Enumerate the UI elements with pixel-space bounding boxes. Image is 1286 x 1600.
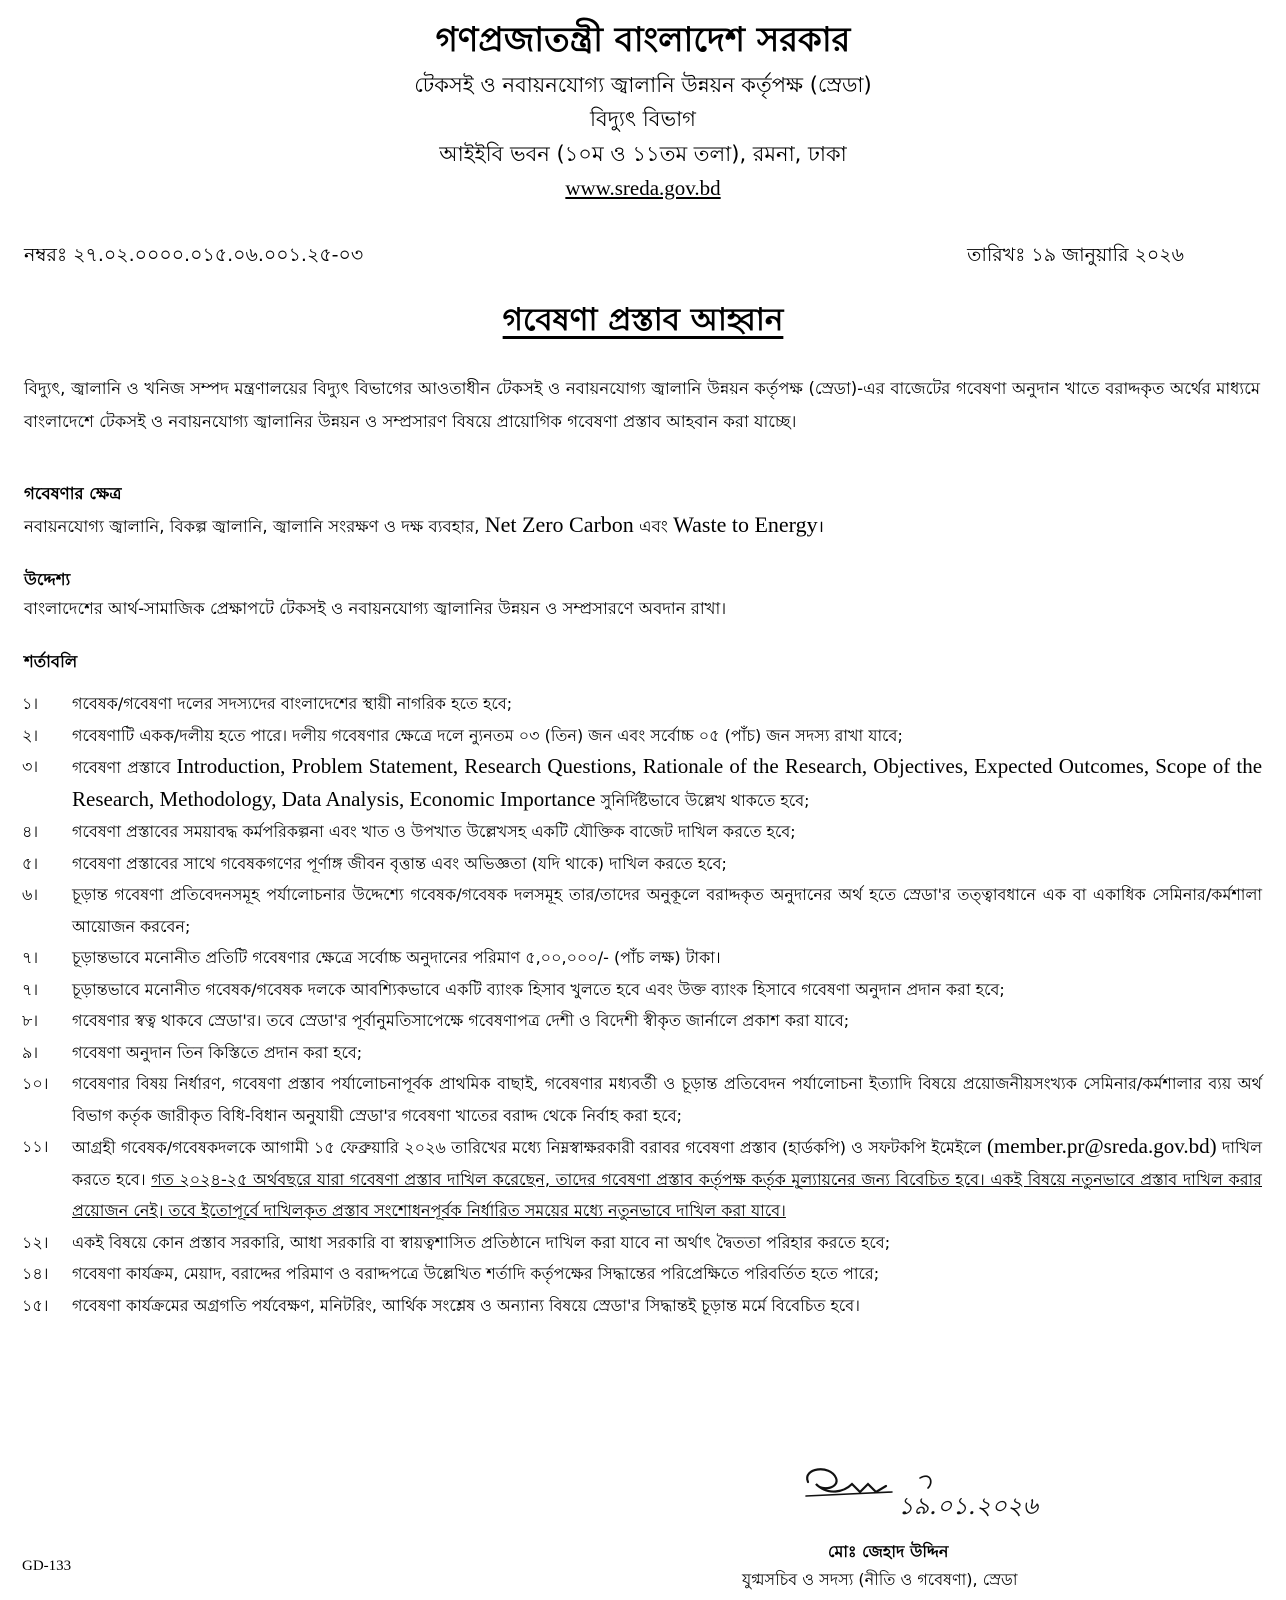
term-item: ২। গবেষণাটি একক/দলীয় হতে পারে। দলীয় গবেষণার ক্ষেত্রে দলে ন্যুনতম ০৩ (তিন) জন এবং সর্বোচ্চ ০৫ (পাঁচ) জন সদস্য রাখা যাবে; <box>22 725 903 745</box>
handwritten-signature <box>800 1462 1100 1532</box>
signature-date: ১৯.০১.২০২৬ <box>898 1492 1039 1520</box>
office-address: আইইবি ভবন (১০ম ও ১১তম তলা), রমনা, ঢাকা <box>439 142 847 166</box>
terms-list <box>22 688 1262 1321</box>
objective-heading: উদ্দেশ্য <box>24 570 71 589</box>
term-item: ১১। আগ্রহী গবেষক/গবেষকদলকে আগামী ১৫ ফেব্রুয়ারি ২০২৬ তারিখের মধ্যে নিম্নস্বাক্ষরকারী বরাবর গবেষণা প্রস্তাব (হার্ডকপি) ও সফটকপি ইমেইলে (member.pr@sreda.gov.bd) দাখিল করতে হবে। গত ২০২৪-২৫ অর্থবছরে যারা গবেষণা প্রস্তাব দাখিল করেছেন, তাদের গবেষণা প্রস্তাব কর্তৃপক্ষ কর্তৃক মূল্যায়নের জন্য বিবেচিত হবে। একই বিষয়ে নতুনভাবে প্রস্তাব দাখিল করার প্রয়োজন নেই। তবে ইতোপূর্বে দাখিলকৃত প্রস্তাব সংশোধনপূর্বক নির্ধারিত সময়ের মধ্যে নতুনভাবে দাখিল করা যাবে। <box>22 1134 1262 1220</box>
issue-date: তারিখঃ ১৯ জানুয়ারি ২০২৬ <box>967 244 1184 266</box>
research-area-text: নবায়নযোগ্য জ্বালানি, বিকল্প জ্বালানি, জ্বালানি সংরক্ষণ ও দক্ষ ব্যবহার, Net Zero Carbon এবং Waste to Energy। <box>24 512 824 537</box>
objective-text: বাংলাদেশের আর্থ-সামাজিক প্রেক্ষাপটে টেকসই ও নবায়নযোগ্য জ্বালানির উন্নয়ন ও সম্প্রসারণে অবদান রাখা। <box>24 599 727 618</box>
memo-number: নম্বরঃ ২৭.০২.০০০০.০১৫.০৬.০০১.২৫-০৩ <box>24 244 364 266</box>
signatory-name: মোঃ জেহাদ উদ্দিন <box>828 1542 949 1561</box>
submission-email[interactable]: (member.pr@sreda.gov.bd) <box>986 1134 1217 1158</box>
term-item: ৫। গবেষণা প্রস্তাবের সাথে গবেষকগণের পূর্ণাঙ্গ জীবন বৃত্তান্ত এবং অভিজ্ঞতা (যদি থাকে) দাখিল করতে হবে; <box>22 853 727 873</box>
division-name: বিদ্যুৎ বিভাগ <box>590 107 696 131</box>
reference-row <box>24 240 1184 270</box>
term-item: ৮। গবেষণার স্বত্ব থাকবে স্রেডা'র। তবে স্রেডা'র পূর্বানুমতিসাপেক্ষে গবেষণাপত্র দেশী ও বিদেশী স্বীকৃত জার্নালে প্রকাশ করা যাবে; <box>22 1011 850 1030</box>
research-area-heading: গবেষণার ক্ষেত্র <box>24 484 122 503</box>
intro-paragraph: বিদ্যুৎ, জ্বালানি ও খনিজ সম্পদ মন্ত্রণালয়ের বিদ্যুৎ বিভাগের আওতাধীন টেকসই ও নবায়নযোগ্য জ্বালানি উন্নয়ন কর্তৃপক্ষ (স্রেডা)-এর বাজেটের গবেষণা অনুদান খাতে বরাদ্দকৃত অর্থের মাধ্যমে বাংলাদেশে টেকসই ও নবায়নযোগ্য জ্বালানির উন্নয়ন ও সম্প্রসারণ বিষয়ে প্রায়োগিক গবেষণা প্রস্তাব আহবান করা যাচ্ছে। <box>24 379 1260 431</box>
notice-title: গবেষণা প্রস্তাব আহ্বান <box>502 302 784 338</box>
terms-heading: শর্তাবলি <box>24 652 78 671</box>
term-item: ৭। চূড়ান্তভাবে মনোনীত গবেষক/গবেষক দলকে আবশ্যিকভাবে একটি ব্যাংক হিসাব খুলতে হবে এবং উক্ত ব্যাংক হিসাবে গবেষণা অনুদান প্রদান করা হবে; <box>22 979 1005 999</box>
term-item: ৯। গবেষণা অনুদান তিন কিস্তিতে প্রদান করা হবে; <box>22 1042 363 1062</box>
term-item: ১২। একই বিষয়ে কোন প্রস্তাব সরকারি, আধা সরকারি বা স্বায়ত্বশাসিত প্রতিষ্ঠানে দাখিল করা যাবে না অর্থাৎ দ্বৈততা পরিহার করতে হবে; <box>22 1232 891 1252</box>
term-item: ১৪। গবেষণা কার্যক্রম, মেয়াদ, বরাদ্দের পরিমাণ ও বরাদ্দপত্রে উল্লেখিত শর্তাদি কর্তৃপক্ষের সিদ্ধান্তের পরিপ্রেক্ষিতে পরিবর্তিত হতে পারে; <box>22 1264 880 1283</box>
term-item: ৪। গবেষণা প্রস্তাবের সময়াবদ্ধ কর্মপরিকল্পনা এবং খাত ও উপখাত উল্লেখসহ একটি যৌক্তিক বাজেট দাখিল করতে হবে; <box>22 822 796 841</box>
government-title: গণপ্রজাতন্ত্রী বাংলাদেশ সরকার <box>435 20 851 60</box>
signatory-designation: যুগ্মসচিব ও সদস্য (নীতি ও গবেষণা), স্রেডা <box>742 1570 1018 1589</box>
website-link[interactable]: www.sreda.gov.bd <box>565 176 721 200</box>
agency-name: টেকসই ও নবায়নযোগ্য জ্বালানি উন্নয়ন কর্তৃপক্ষ (স্রেডা) <box>414 73 872 97</box>
term-item: ৩। গবেষণা প্রস্তাবে Introduction, Problem Statement, Research Questions, Rationale of the Research, Objectives, Expected Outcomes, Scope of the Research, Methodology, Data Analysis, Economic Importance সুনির্দিষ্টভাবে উল্লেখ থাকতে হবে; <box>22 754 1263 811</box>
term-item: ১০। গবেষণার বিষয় নির্ধারণ, গবেষণা প্রস্তাব পর্যালোচনাপূর্বক প্রাথমিক বাছাই, গবেষণার মধ্যবর্তী ও চূড়ান্ত প্রতিবেদন পর্যালোচনা ইত্যাদি বিষয়ে প্রয়োজনীয়সংখ্যক সেমিনার/কর্মশালার ব্যয় অর্থ বিভাগ কর্তৃক জারীকৃত বিধি-বিধান অনুযায়ী স্রেডা'র গবেষণা খাতের বরাদ্দ থেকে নির্বাহ করা হবে; <box>22 1074 1262 1125</box>
term-item: ১। গবেষক/গবেষণা দলের সদস্যদের বাংলাদেশের স্থায়ী নাগরিক হতে হবে; <box>22 694 513 713</box>
term-item: ৭। চূড়ান্তভাবে মনোনীত প্রতিটি গবেষণার ক্ষেত্রে সর্বোচ্চ অনুদানের পরিমাণ ৫,০০,০০০/- (পাঁচ লক্ষ) টাকা। <box>22 948 721 967</box>
letterhead <box>0 14 1286 204</box>
footer-code: GD-133 <box>22 1558 72 1574</box>
term-item: ৬। চূড়ান্ত গবেষণা প্রতিবেদনসমূহ পর্যালোচনার উদ্দেশ্যে গবেষক/গবেষক দলসমূহ তার/তাদের অনুকূলে বরাদ্দকৃত অনুদানের অর্থ হতে স্রেডা'র তত্ত্বাবধানে এক বা একাধিক সেমিনার/কর্মশালা আয়োজন করবেন; <box>22 885 1262 936</box>
term-item: ১৫। গবেষণা কার্যক্রমের অগ্রগতি পর্যবেক্ষণ, মনিটরিং, আর্থিক সংশ্লেষ ও অন্যান্য বিষয়ে স্রেডা'র সিদ্ধান্তই চূড়ান্ত মর্মে বিবেচিত হবে। <box>22 1295 860 1315</box>
